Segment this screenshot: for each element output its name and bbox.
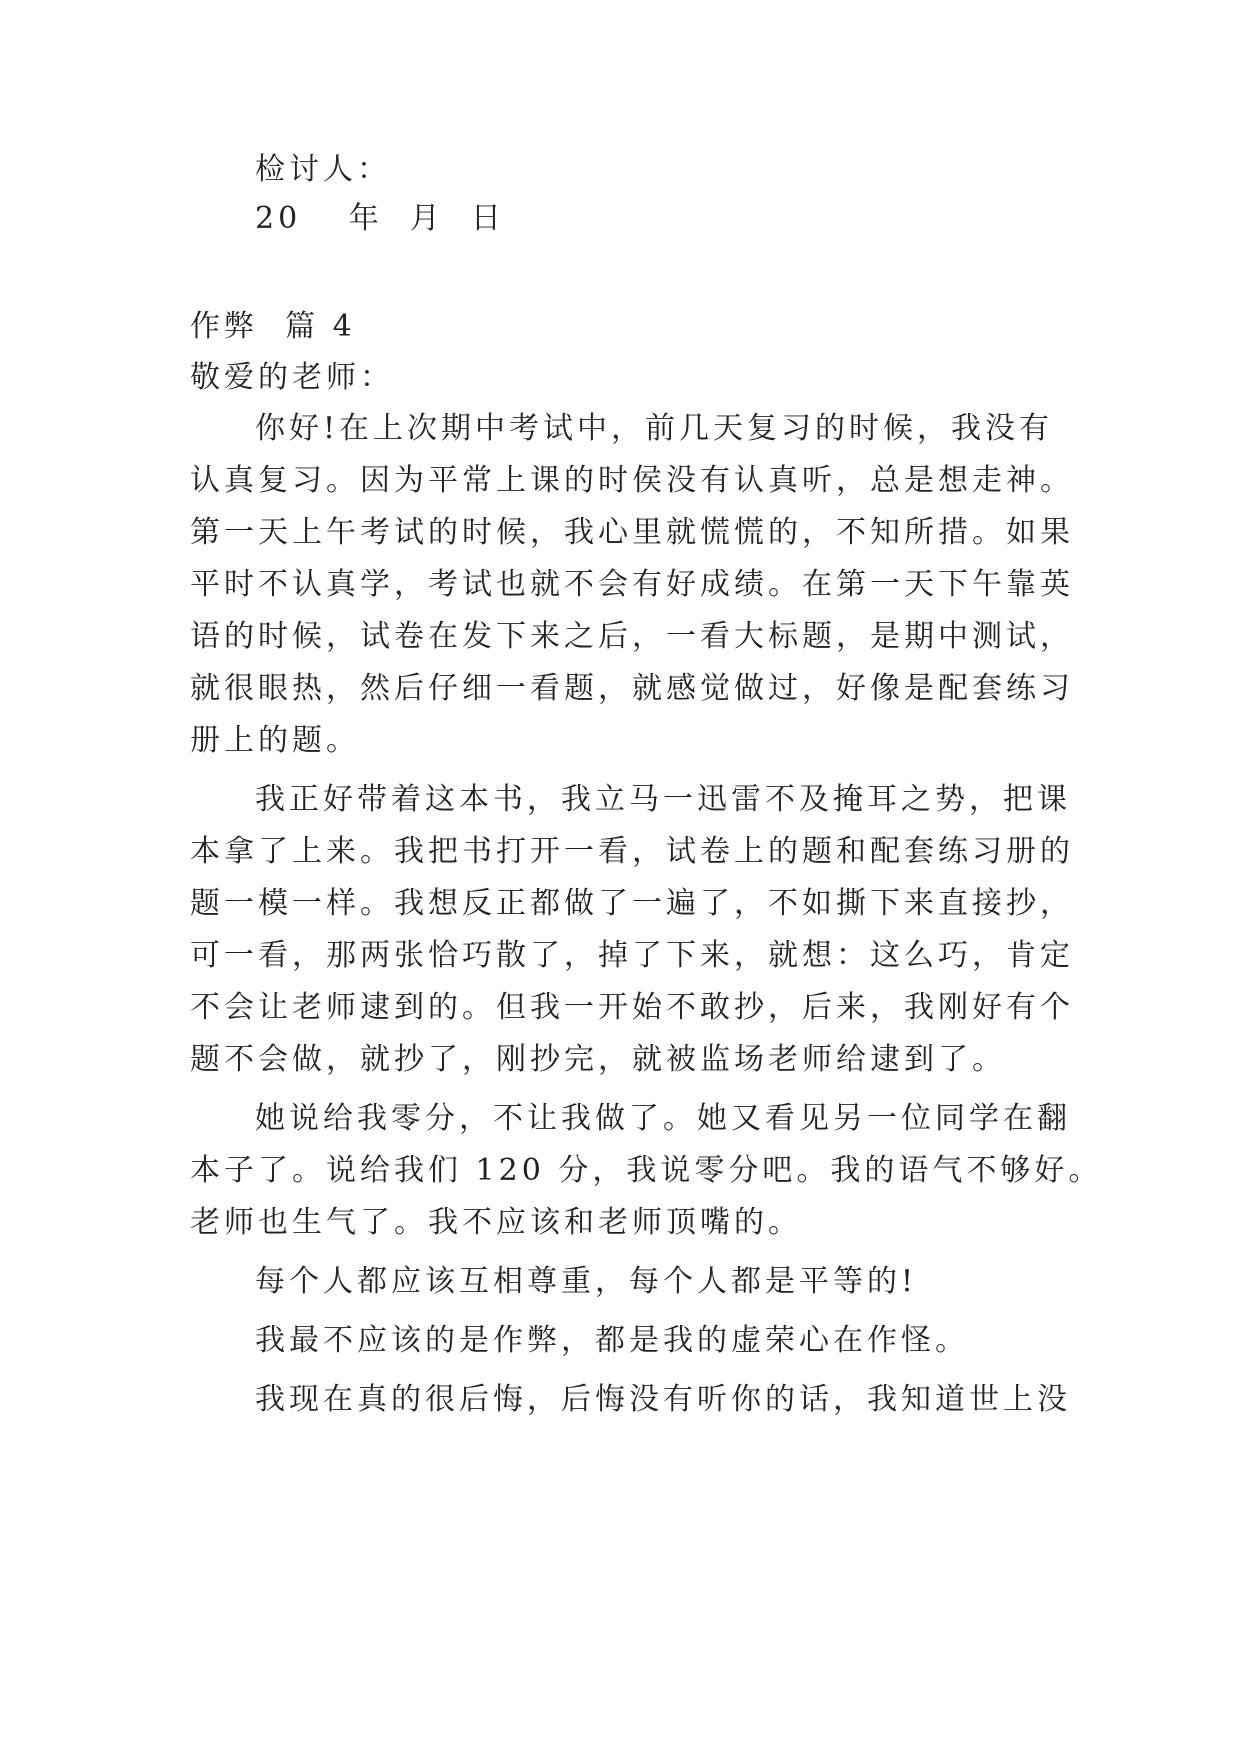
paragraph-line: 她说给我零分，不让我做了。她又看见另一位同学在翻 bbox=[255, 1101, 1071, 1136]
paragraph-line: 每个人都应该互相尊重，每个人都是平等的! bbox=[255, 1264, 918, 1299]
paragraph-line: 题一模一样。我想反正都做了一遍了，不如撕下来直接抄， bbox=[190, 886, 1074, 921]
paragraph-line: 就很眼热，然后仔细一看题，就感觉做过，好像是配套练习 bbox=[190, 671, 1074, 706]
paragraph-line: 认真复习。因为平常上课的时侯没有认真听，总是想走神。 bbox=[190, 463, 1074, 498]
paragraph-line: 我正好带着这本书，我立马一迅雷不及掩耳之势，把课 bbox=[255, 782, 1071, 817]
paragraph-line: 我现在真的很后悔，后悔没有听你的话，我知道世上没 bbox=[255, 1382, 1071, 1417]
paragraph-line: 老师也生气了。我不应该和老师顶嘴的。 bbox=[190, 1205, 802, 1240]
section-title: 作弊 篇 4 bbox=[190, 309, 356, 344]
paragraph-line: 语的时候，试卷在发下来之后，一看大标题，是期中测试， bbox=[190, 619, 1074, 654]
paragraph-line: 本拿了上来。我把书打开一看，试卷上的题和配套练习册的 bbox=[190, 834, 1074, 869]
paragraph-line: 可一看，那两张恰巧散了，掉了下来，就想：这么巧，肯定 bbox=[190, 938, 1074, 973]
salutation: 敬爱的老师： bbox=[190, 360, 394, 395]
paragraph-line: 不会让老师逮到的。但我一开始不敢抄，后来，我刚好有个 bbox=[190, 990, 1074, 1025]
signature-label: 检讨人： bbox=[255, 152, 391, 187]
paragraph-line: 我最不应该的是作弊，都是我的虚荣心在作怪。 bbox=[255, 1323, 969, 1358]
paragraph-line: 平时不认真学，考试也就不会有好成绩。在第一天下午靠英 bbox=[190, 567, 1074, 602]
paragraph-line: 第一天上午考试的时候，我心里就慌慌的，不知所措。如果 bbox=[190, 515, 1074, 550]
paragraph-line: 题不会做，就抄了，刚抄完，就被监场老师给逮到了。 bbox=[190, 1042, 1006, 1077]
paragraph-line: 你好!在上次期中考试中，前几天复习的时候，我没有 bbox=[255, 411, 1054, 446]
signature-date: 20 年 月 日 bbox=[255, 201, 505, 236]
paragraph-line: 册上的题。 bbox=[190, 723, 360, 758]
paragraph-line: 本子了。说给我们 120 分，我说零分吧。我的语气不够好。 bbox=[190, 1153, 1103, 1188]
